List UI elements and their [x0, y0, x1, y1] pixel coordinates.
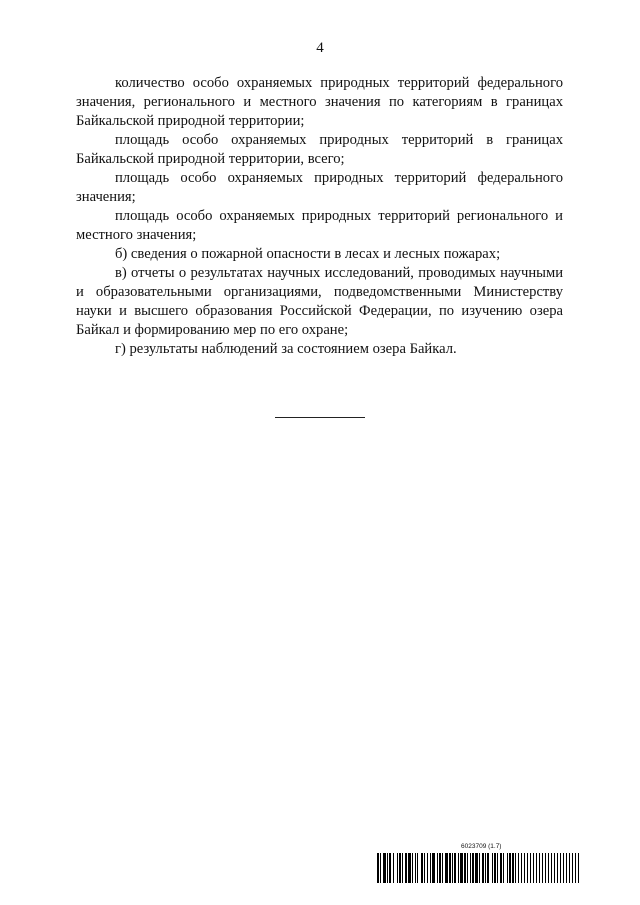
paragraph-protected-areas-total-area: площадь особо охраняемых природных территорий в границах Байкальской природной территории, всего; — [76, 132, 563, 167]
end-divider — [275, 417, 365, 418]
paragraph-fire-danger: б) сведения о пожарной опасности в лесах и лесных пожарах; — [115, 246, 501, 262]
barcode-caption: 6023709 (1.7) — [461, 843, 502, 850]
paragraph-regional-local-area: площадь особо охраняемых природных территорий регионального и местного значения; — [76, 208, 563, 243]
paragraph-research-reports: в) отчеты о результатах научных исследований, проводимых научными и образовательными организациями, подведомственными Министерству науки и высшего образования Российской Федерации, по изучению озера Байкал и формированию мер по его охране; — [76, 265, 563, 338]
paragraph-observation-results: г) результаты наблюдений за состоянием озера Байкал. — [115, 341, 457, 357]
paragraph-protected-areas-count: количество особо охраняемых природных территорий федерального значения, регионального и местного значения по категориям в границах Байкальской природной территории; — [76, 75, 563, 129]
barcode-icon — [377, 853, 579, 883]
barcode-block — [377, 843, 579, 883]
page-number: 4 — [316, 40, 324, 56]
document-body — [76, 74, 563, 359]
paragraph-federal-area: площадь особо охраняемых природных территорий федерального значения; — [76, 170, 563, 205]
